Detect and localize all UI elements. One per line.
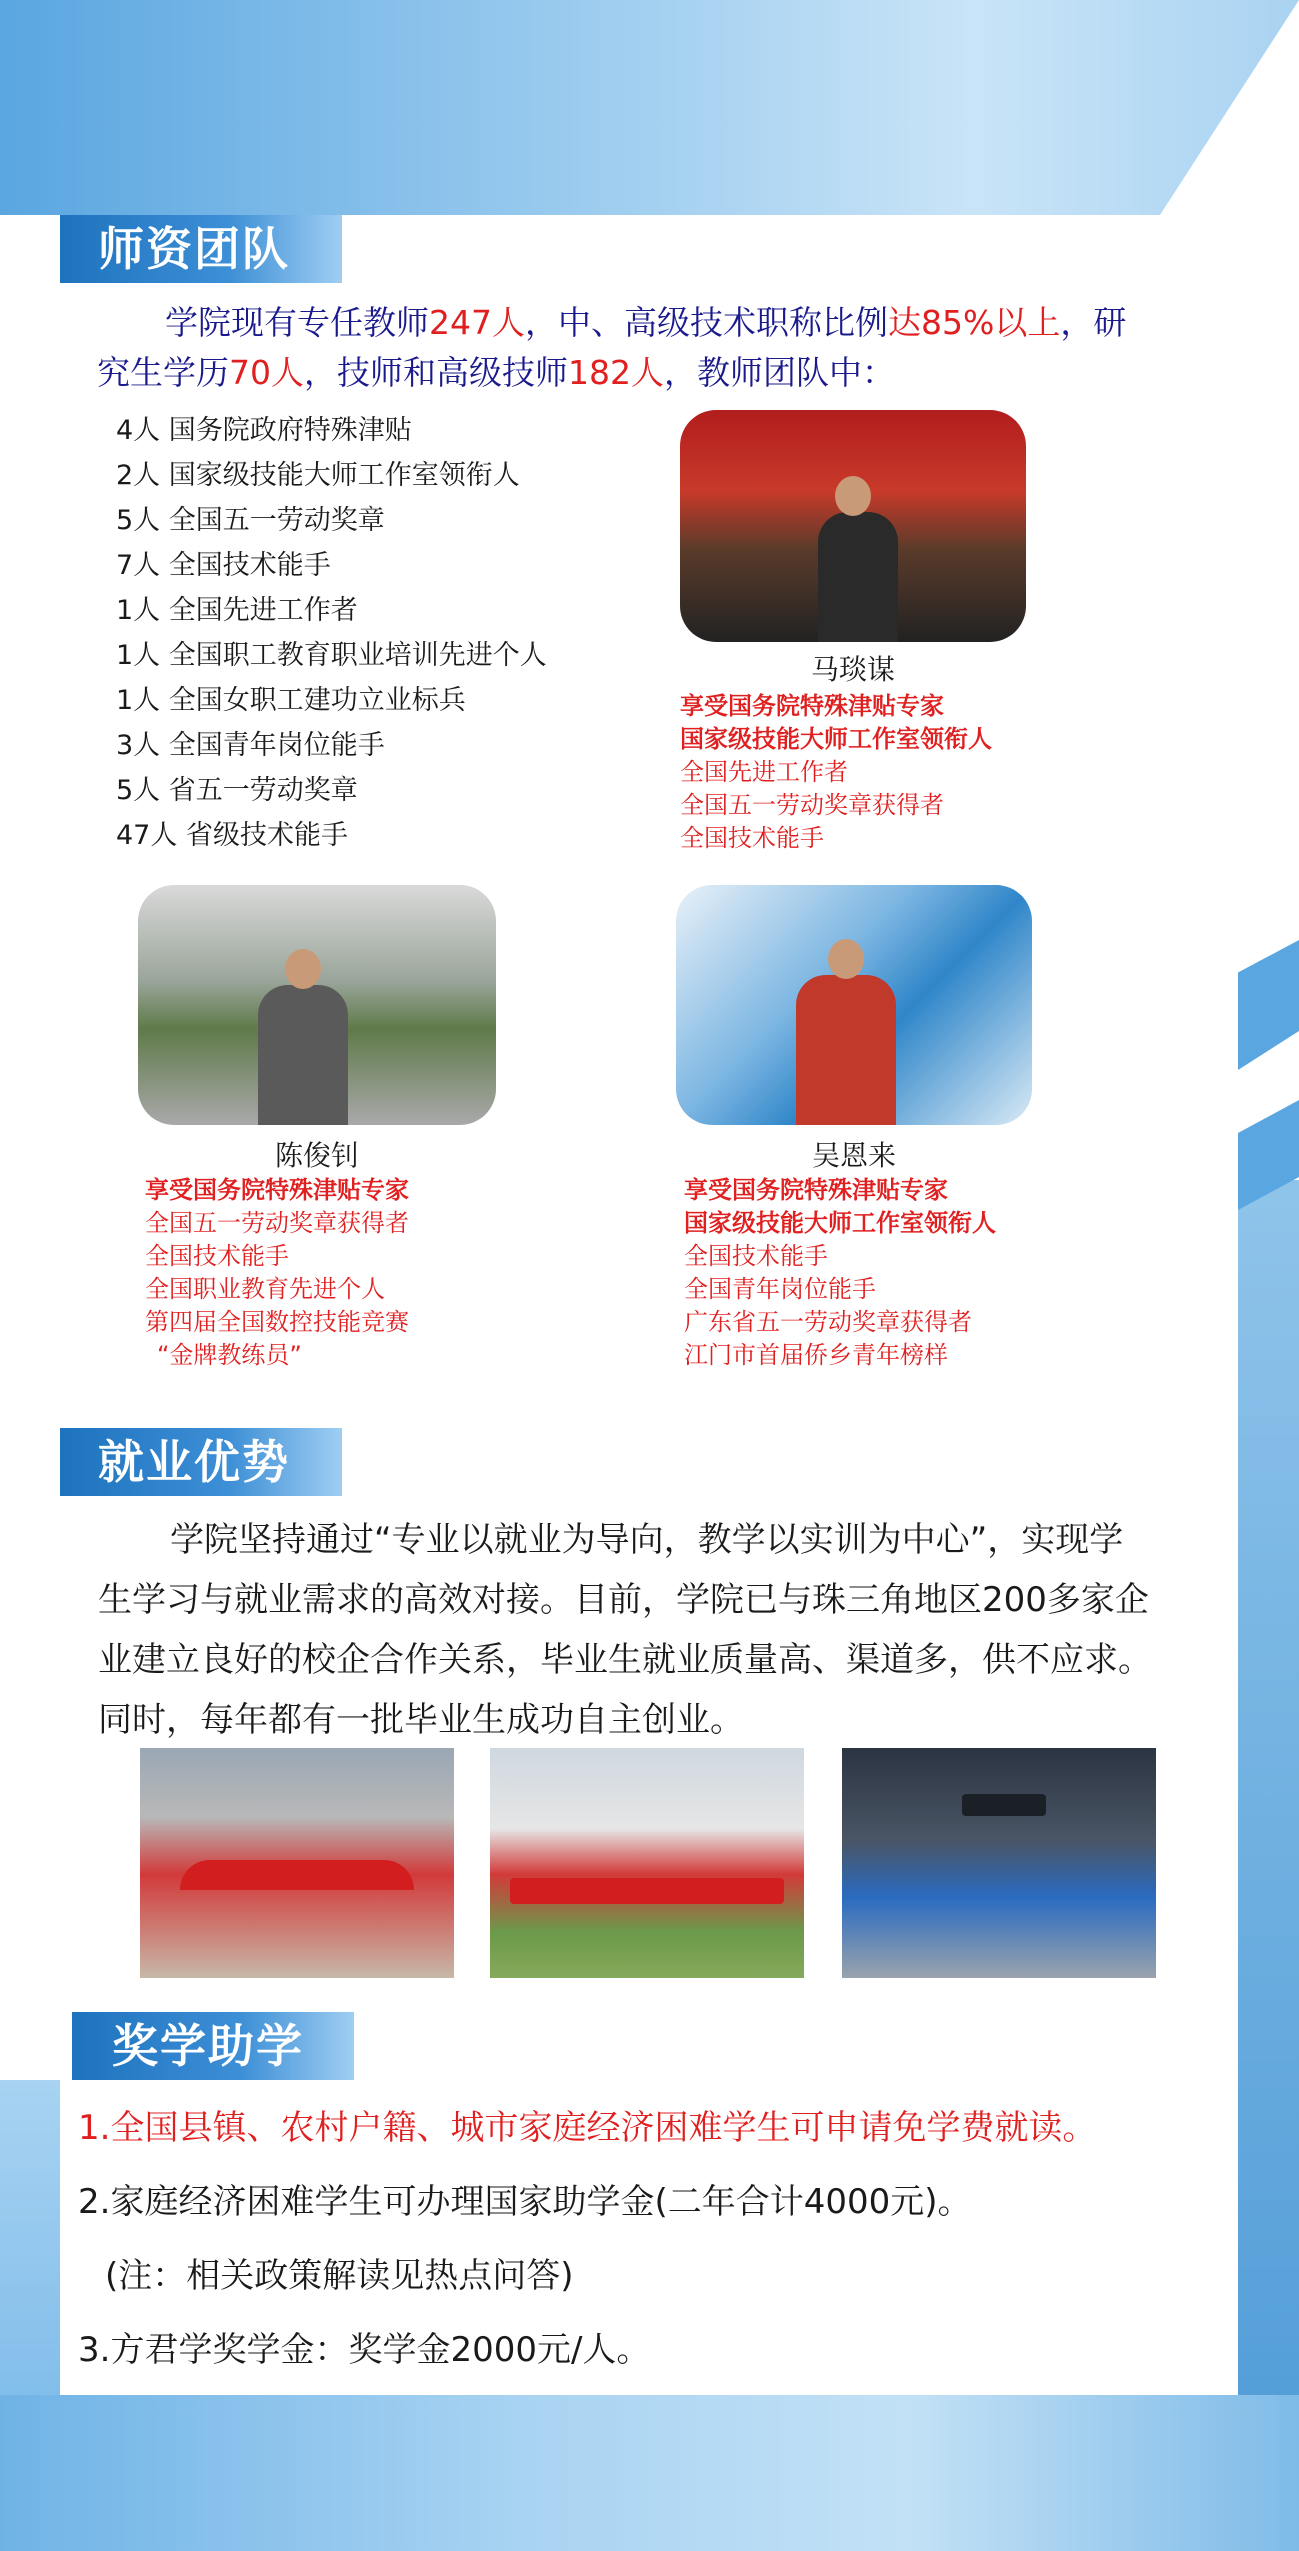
aid-item-2: 2.家庭经济困难学生可办理国家助学金(二年合计4000元)。 [78,2182,972,2222]
teacher-honors-wu [684,1174,996,1372]
photo-lexus-team [842,1748,1156,1978]
honor-line: 全国青年岗位能手 [684,1275,876,1303]
person-figure [796,975,896,1125]
faculty-intro-line-2: 究生学历70人，技师和高级技师182人，教师团队中： [97,353,895,392]
honor-line: 全国技术能手 [680,824,824,852]
honor-list-item: 5人 全国五一劳动奖章 [116,505,385,536]
honor-list-item: 7人 全国技术能手 [116,550,331,581]
person-figure [818,512,898,642]
person-head [835,476,871,516]
honor-count-list [116,408,547,858]
honor-line: 享受国务院特殊津贴专家 [680,692,944,720]
photo-order-class [490,1748,804,1978]
aid-item-3: 3.方君学奖学金：奖学金2000元/人。 [78,2330,651,2370]
employment-line: 同时，每年都有一批毕业生成功自主创业。 [98,1700,744,1740]
photo-banner [510,1878,784,1904]
teacher-photo-ma [680,410,1026,642]
honor-line: 第四届全国数控技能竞赛 [145,1308,409,1336]
faculty-intro [97,298,1197,398]
person-figure [258,985,348,1125]
honor-list-item: 1人 全国职工教育职业培训先进个人 [116,640,547,671]
honor-line: 享受国务院特殊津贴专家 [145,1176,409,1204]
honor-line: 全国技术能手 [684,1242,828,1270]
honor-list-item: 1人 全国女职工建功立业标兵 [116,685,466,716]
employment-paragraph [98,1510,1208,1750]
teacher-name-wu: 吴恩来 [811,1139,896,1172]
honor-line: 全国先进工作者 [680,758,848,786]
teacher-name-ma: 马琰谋 [810,653,895,686]
honor-list-item: 4人 国务院政府特殊津贴 [116,415,412,446]
honor-line: 广东省五一劳动奖章获得者 [684,1308,972,1336]
honor-list-item: 2人 国家级技能大师工作室领衔人 [116,460,520,491]
aid-item-1: 1.全国县镇、农村户籍、城市家庭经济困难学生可申请免学费就读。 [78,2108,1097,2148]
person-head [828,939,864,979]
teacher-honors-chen [145,1174,409,1372]
honor-list-item: 47人 省级技术能手 [116,820,348,851]
honor-line: 享受国务院特殊津贴专家 [684,1176,948,1204]
teacher-photo-wu [676,885,1032,1125]
person-head [285,949,321,989]
honor-list-item: 1人 全国先进工作者 [116,595,358,626]
teacher-photo-chen [138,885,496,1125]
employment-line: 生学习与就业需求的高效对接。目前，学院已与珠三角地区200多家企 [98,1580,1149,1620]
honor-line: 国家级技能大师工作室领衔人 [680,725,992,753]
employment-line: 业建立良好的校企合作关系，毕业生就业质量高、渠道多，供不应求。 [98,1640,1152,1680]
honor-line: 江门市首届侨乡青年榜样 [684,1341,948,1369]
honor-list-item: 3人 全国青年岗位能手 [116,730,385,761]
photo-sign [962,1794,1046,1816]
section-title-scholarship: 奖学助学 [72,2012,354,2080]
honor-line: 国家级技能大师工作室领衔人 [684,1209,996,1237]
bottom-banner-background [0,2395,1299,2551]
photo-banner-arch [180,1860,414,1890]
top-banner-background [0,0,1299,215]
honor-line: 全国技术能手 [145,1242,289,1270]
section-title-faculty: 师资团队 [60,215,342,283]
honor-line: 全国职业教育先进个人 [145,1275,385,1303]
photo-job-fair [140,1748,454,1978]
teacher-name-chen: 陈俊钊 [274,1139,359,1172]
teacher-honors-ma [680,690,992,855]
honor-line: 全国五一劳动奖章获得者 [145,1209,409,1237]
aid-note: (注：相关政策解读见热点问答) [105,2256,574,2296]
honor-list-item: 5人 省五一劳动奖章 [116,775,358,806]
right-decor-band [1238,1180,1299,2551]
right-decor-stripe [1238,940,1299,1070]
honor-line: 全国五一劳动奖章获得者 [680,791,944,819]
section-title-employment: 就业优势 [60,1428,342,1496]
faculty-intro-line-1: 学院现有专任教师247人，中、高级技术职称比例达85%以上，研 [165,303,1127,342]
honor-line: “金牌教练员” [157,1341,302,1369]
employment-line: 学院坚持通过“专业以就业为导向，教学以实训为中心”，实现学 [170,1520,1124,1560]
